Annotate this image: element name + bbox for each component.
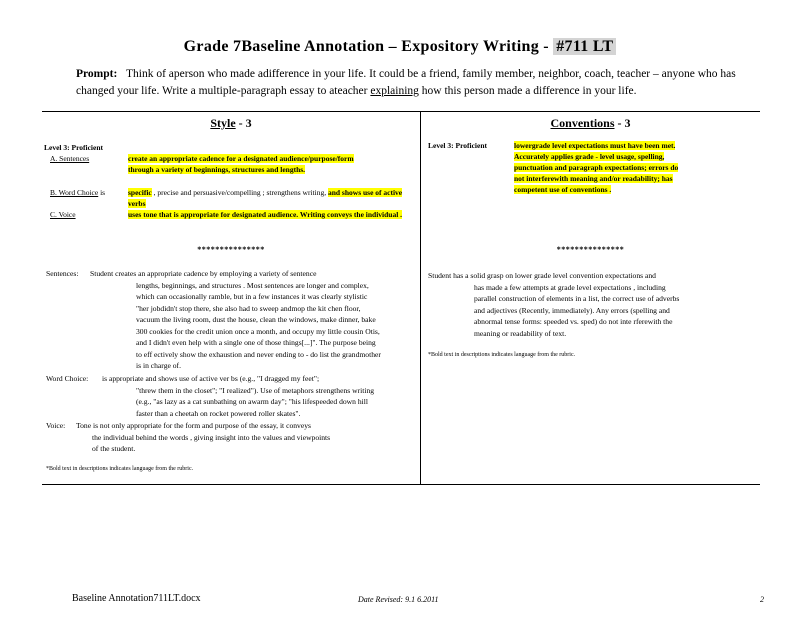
style-criterion-voice (50, 209, 420, 233)
line: "threw them in the closet"; "I realized"). Use of metaphors strengthens writing (136, 385, 375, 395)
conventions-annotation (428, 270, 758, 339)
voice-term: Voice: (46, 421, 66, 430)
criterion-label: C. Voice (50, 210, 76, 219)
line: 300 cookies for the credit union once a month, and occupy my little cousin Otis, (136, 326, 380, 336)
criteria-line: competent use of conventions . (514, 185, 612, 194)
wordchoice-desc (102, 373, 418, 419)
line: abnormal tense forms: speeded vs. sped) do not inte rferewith the (474, 317, 673, 326)
line: lengths, beginnings, and structures . Most sentences are longer and complex, (136, 280, 369, 290)
criterion-label: B. Word Choice is (50, 188, 106, 197)
conventions-heading-score: - 3 (617, 116, 631, 130)
sentences-term: Sentences: (46, 269, 79, 278)
criteria-line: Accurately applies grade - level usage, spelling, (514, 152, 665, 161)
line: meaning or readability of text. (474, 328, 567, 338)
line: vacuum the living room, dust the house, clean the windows, make dinner, bake (136, 315, 376, 324)
line: of the student. (92, 444, 136, 453)
page-number: 2 (760, 595, 764, 604)
prompt-text-a: Think of aperson who made adifference in your life. It could be a friend, family member, neighbor, coach, teacher – anyone who has changed your life. Write a multiple-paragraph essay to ateacher (76, 68, 736, 97)
criteria-line: lowergrade level expectations must have been met. (514, 141, 676, 150)
conventions-note: *Bold text in descriptions indicates language from the rubric. (428, 352, 576, 358)
top-rule (42, 111, 760, 112)
criterion-text-hl1: specific (128, 188, 152, 197)
line: the individual behind the words , giving insight into the values and viewpoints (92, 432, 331, 442)
wordchoice-term: Word Choice: (46, 374, 89, 383)
prompt-text-b: how this person made a difference in your life. (421, 85, 637, 97)
style-heading (42, 116, 420, 131)
line: (e.g., "as lazy as a cat sunbathing on awarm day"; "his lifespeeded down hill (136, 397, 368, 406)
title-text: Grade 7Baseline Annotation – Expository Writing - (183, 38, 549, 55)
footer-date: Date Revised: 9.1 6.2011 (358, 595, 439, 604)
criteria-line: punctuation and paragraph expectations; errors do (514, 163, 679, 172)
title-code: #711 LT (553, 38, 616, 55)
line: has made a few attempts at grade level expectations , including (474, 282, 666, 292)
line: Student creates an appropriate cadence by employing a variety of sentence (90, 269, 317, 278)
prompt-label: Prompt: (76, 68, 118, 80)
bottom-rule (42, 484, 760, 485)
line: and I didn't even help with a single one of those things[...]". The purpose being (136, 338, 376, 347)
criterion-text: uses tone that is appropriate for designated audience. Writing conveys the individual . (128, 210, 403, 219)
line: Student has a solid grasp on lower grade level convention expectations and (428, 271, 656, 280)
conventions-criteria (514, 140, 754, 195)
footer-filename: Baseline Annotation711LT.docx (72, 593, 201, 604)
conventions-heading (421, 116, 760, 131)
line: is appropriate and shows use of active ver bs (e.g., "I dragged my feet"; (102, 374, 320, 383)
criterion-label: A. Sentences (50, 154, 90, 163)
style-criterion-sentences (50, 153, 420, 177)
prompt-text-underlined: explaining (370, 85, 419, 97)
style-criterion-wordchoice (50, 187, 420, 211)
criterion-text: create an appropriate cadence for a designated audience/purpose/form through a variety of beginnings, structures and lengths. (128, 154, 354, 174)
style-note: *Bold text in descriptions indicates language from the rubric. (46, 466, 194, 472)
conventions-level: Level 3: Proficient (428, 141, 488, 150)
voice-desc (76, 420, 416, 455)
conventions-heading-label: Conventions (550, 116, 615, 130)
line: and adjectives (Recently, immediately). Any errors (spelling and (474, 305, 670, 315)
criterion-text-mid: , precise and persuasive/compelling ; strengthens writing, (153, 188, 327, 197)
style-heading-label: Style (210, 116, 236, 130)
style-level: Level 3: Proficient (44, 143, 104, 152)
line: to eff ectively show the exhaustion and never ending to - do list the grandmother (136, 349, 381, 359)
line: "her jobdidn't stop there, she also had to sweep andmop the kit chen floor, (136, 303, 361, 313)
style-annotation (46, 268, 418, 468)
line: parallel construction of elements in a list, the correct use of adverbs (474, 294, 680, 303)
column-divider (420, 112, 421, 484)
criterion-text-hl2: and shows use of active verbs (128, 188, 403, 208)
style-heading-score: - 3 (238, 116, 252, 130)
sentences-desc (90, 268, 416, 372)
conventions-stars: *************** (556, 245, 625, 254)
document-title (0, 38, 800, 56)
prompt-paragraph (76, 66, 736, 100)
style-stars: *************** (197, 245, 265, 254)
line: Tone is not only appropriate for the form and purpose of the essay, it conveys (76, 421, 311, 430)
line: which can occasionally ramble, but in a few instances it was clearly stylistic (136, 292, 368, 301)
criteria-line: not interferewith meaning and/or readability; has (514, 174, 673, 183)
line: faster than a cheetah on rocket powered roller skates". (136, 408, 301, 418)
line: is in charge of. (136, 361, 181, 370)
